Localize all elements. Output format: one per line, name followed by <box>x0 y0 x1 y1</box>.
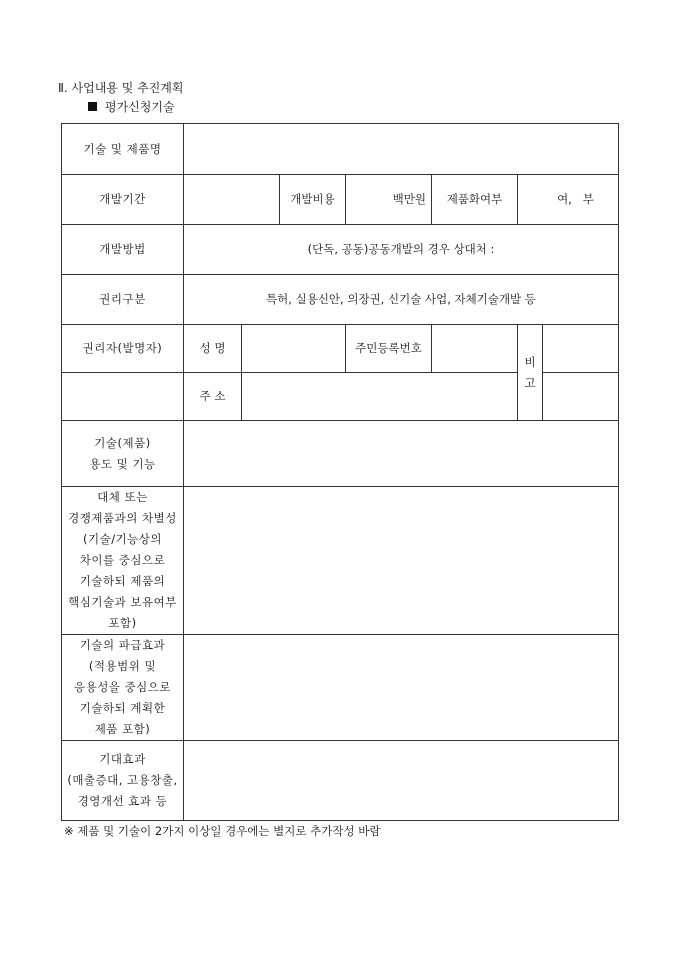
usage-field[interactable] <box>184 421 619 487</box>
diff-label-line: 대체 또는 <box>97 490 148 504</box>
evaluation-form-table <box>61 123 619 821</box>
ripple-label-line: 기술의 파급효과 <box>79 638 166 652</box>
diff-label-line: 핵심기술과 보유여부 <box>68 595 177 609</box>
diff-label-line: (기술/기능상의 <box>82 532 162 546</box>
rights-type-label: 권리구분 <box>62 275 184 325</box>
remark-field-1[interactable] <box>543 325 619 373</box>
differentiation-field[interactable] <box>184 487 619 635</box>
resident-no-label: 주민등록번호 <box>346 325 432 373</box>
differentiation-label <box>62 487 184 635</box>
address-label: 주 소 <box>184 373 242 421</box>
name-field[interactable] <box>242 325 346 373</box>
expected-label-line: (매출증대, 고용창출, <box>67 773 178 787</box>
tech-product-name-label: 기술 및 제품명 <box>62 124 184 175</box>
remark-label-char-1: 비 <box>524 354 536 369</box>
ripple-label-line: 응용성을 중심으로 <box>73 680 172 694</box>
ripple-effect-label <box>62 635 184 741</box>
section-subtitle-text: 평가신청기술 <box>105 100 175 114</box>
name-label: 성 명 <box>184 325 242 373</box>
expected-label-line: 경영개선 효과 등 <box>77 794 168 808</box>
dev-method-label: 개발방법 <box>62 225 184 275</box>
resident-no-field[interactable] <box>432 325 518 373</box>
expected-label-line: 기대효과 <box>99 752 146 766</box>
commercialized-field[interactable]: 여, 부 <box>518 175 619 225</box>
usage-label <box>62 421 184 487</box>
diff-label-line: 포함) <box>108 616 137 630</box>
section-subtitle <box>88 98 175 115</box>
diff-label-line: 경쟁제품과의 차별성 <box>68 511 177 525</box>
section-title: Ⅱ. 사업내용 및 추진계획 <box>58 81 184 95</box>
ripple-label-line: 제품 포함) <box>94 722 151 736</box>
dev-period-field[interactable] <box>184 175 280 225</box>
footnote: ※ 제품 및 기술이 2가지 이상일 경우에는 별지로 추가작성 바람 <box>64 824 381 838</box>
dev-cost-label: 개발비용 <box>280 175 346 225</box>
dev-cost-field[interactable]: 백만원 <box>346 175 432 225</box>
dev-period-label: 개발기간 <box>62 175 184 225</box>
ripple-label-line: (적용범위 및 <box>88 659 157 673</box>
address-field[interactable] <box>242 373 518 421</box>
square-bullet-icon <box>88 102 97 111</box>
rights-type-field[interactable]: 특허, 실용신안, 의장권, 신기술 사업, 자체기술개발 등 <box>184 275 619 325</box>
dev-method-field[interactable]: (단독, 공동)공동개발의 경우 상대처 : <box>184 225 619 275</box>
ripple-effect-field[interactable] <box>184 635 619 741</box>
commercialized-label: 제품화여부 <box>432 175 518 225</box>
ripple-label-line: 기술하되 계획한 <box>79 701 166 715</box>
holder-blank-cell <box>62 373 184 421</box>
holder-label: 권리자(발명자) <box>62 325 184 373</box>
remark-field-2[interactable] <box>543 373 619 421</box>
remark-label-char-2: 고 <box>524 375 536 390</box>
remark-label <box>518 325 543 421</box>
diff-label-line: 기술하되 제품의 <box>79 574 166 588</box>
usage-label-line-2: 용도 및 기능 <box>89 456 156 471</box>
tech-product-name-field[interactable] <box>184 124 619 175</box>
diff-label-line: 차이를 중심으로 <box>79 553 166 567</box>
expected-effect-field[interactable] <box>184 741 619 821</box>
usage-label-line-1: 기술(제품) <box>94 435 151 450</box>
expected-effect-label <box>62 741 184 821</box>
